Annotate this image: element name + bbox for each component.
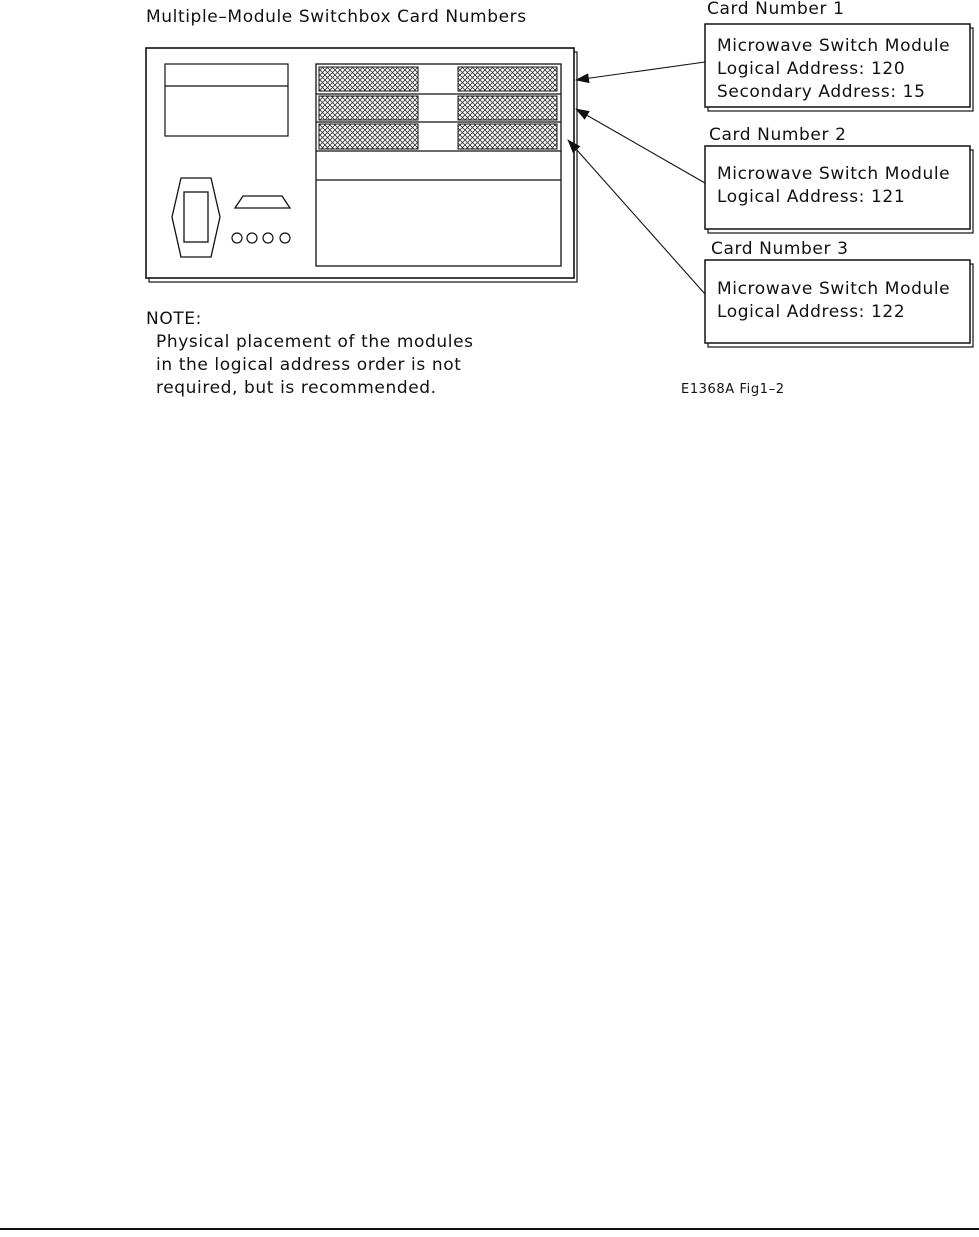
card-3-logical-address: Logical Address: 122 [717,302,906,322]
card-2-module: Microwave Switch Module [717,164,951,184]
note-heading: NOTE: [146,309,202,329]
note-line: in the logical address order is not [156,355,462,375]
switchbox-chassis [146,48,577,282]
note-line: Physical placement of the modules [156,332,474,352]
card-1-secondary-address: Secondary Address: 15 [717,82,926,102]
card-3-module: Microwave Switch Module [717,279,951,299]
arrow-card-3 [568,140,705,294]
card-2-label: Card Number 2 [709,125,847,145]
placement-note [146,309,474,398]
card-1-module: Microwave Switch Module [717,36,951,56]
card-callout-2 [705,125,973,233]
card-callout-1 [705,0,973,111]
card-1-logical-address: Logical Address: 120 [717,59,906,79]
card-3-label: Card Number 3 [711,239,849,259]
note-line: required, but is recommended. [156,378,437,398]
arrow-card-2 [576,109,705,183]
card-callout-3 [705,239,973,347]
page-bottom-rule [0,1228,979,1230]
figure-title: Multiple–Module Switchbox Card Numbers [146,7,527,27]
arrow-card-1 [576,62,705,80]
card-1-label: Card Number 1 [707,0,845,19]
card-2-logical-address: Logical Address: 121 [717,187,906,207]
figure-id: E1368A Fig1–2 [681,382,785,397]
